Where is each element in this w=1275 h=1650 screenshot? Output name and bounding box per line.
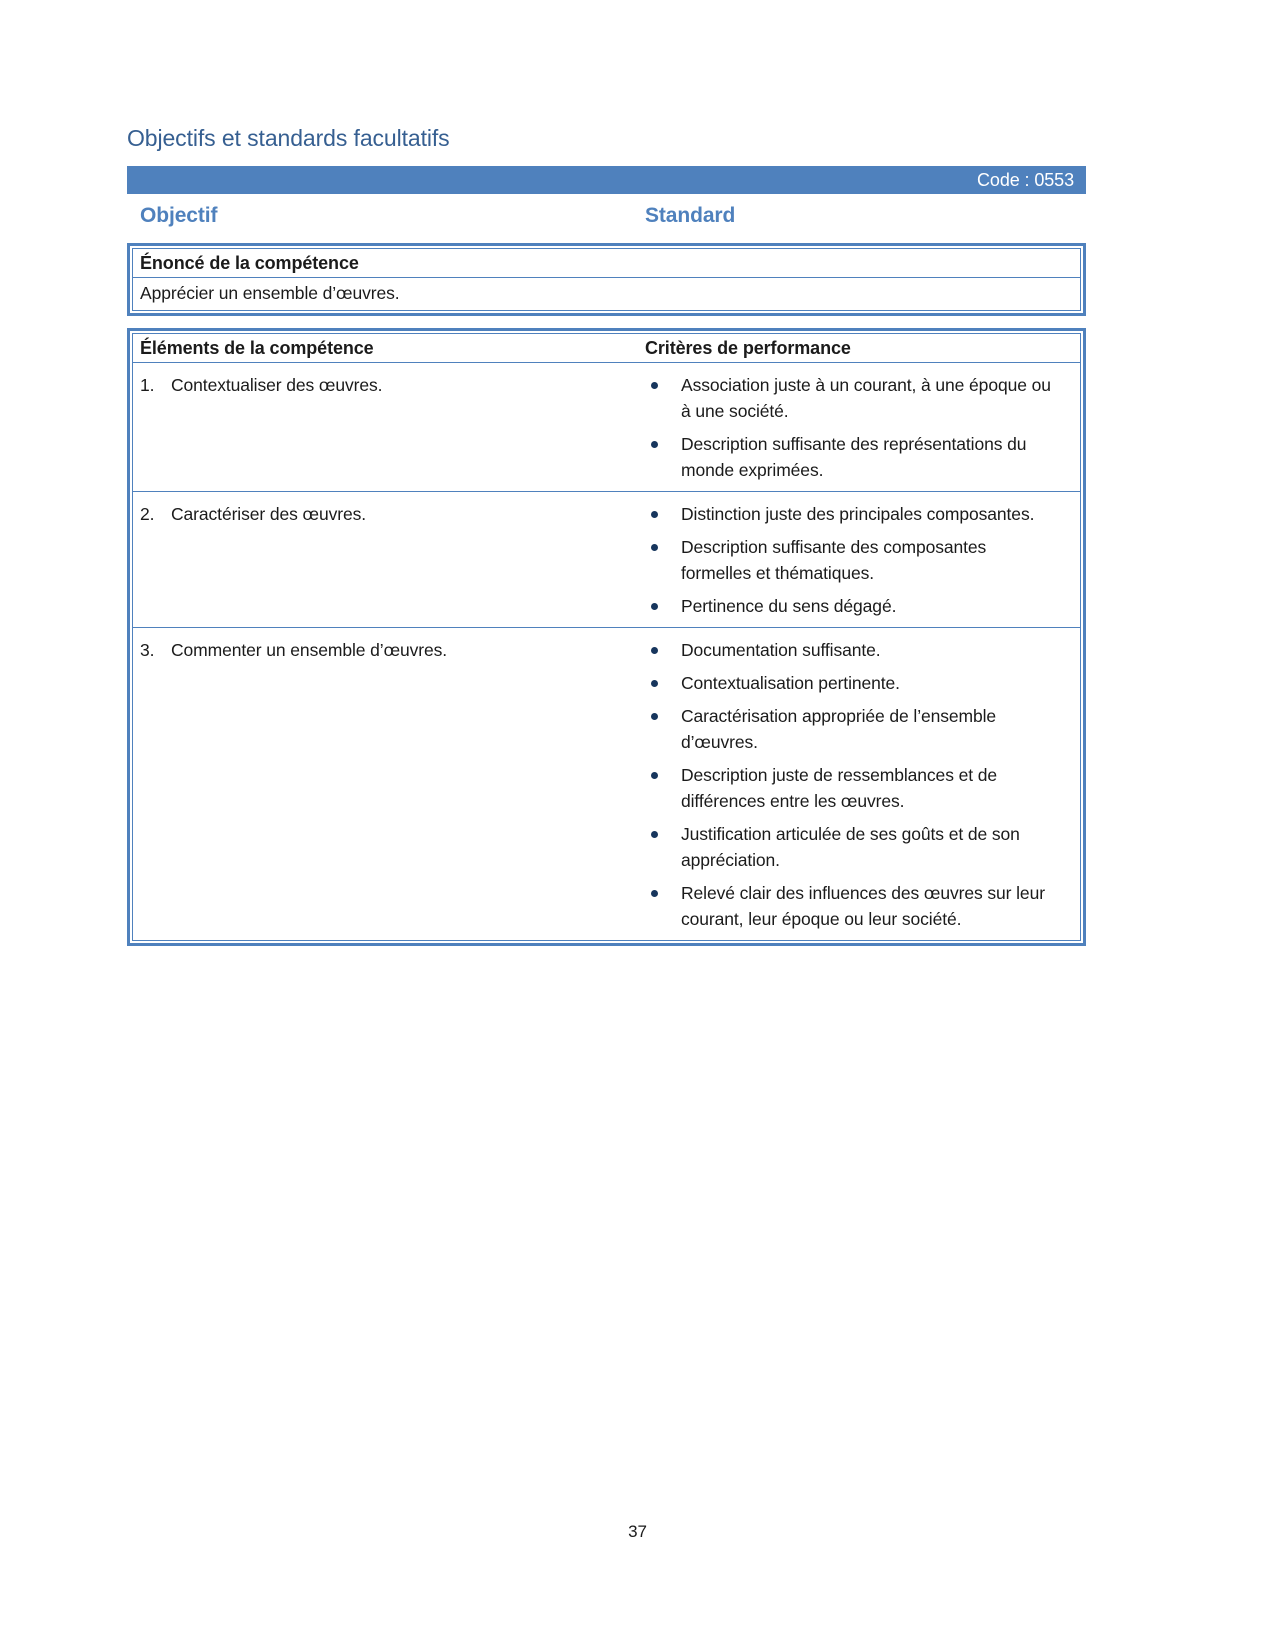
criteria-item: Distinction juste des principales composantes. xyxy=(645,501,1062,527)
criteria-item: Description suffisante des représentations du monde exprimées. xyxy=(645,431,1062,483)
criteria-item: Description suffisante des composantes formelles et thématiques. xyxy=(645,534,1062,586)
criteria-list xyxy=(645,363,1080,491)
bullet-icon xyxy=(651,831,658,838)
bullet-icon xyxy=(651,544,658,551)
bullet-icon xyxy=(651,647,658,654)
table-row xyxy=(133,491,1080,627)
criteria-item: Contextualisation pertinente. xyxy=(645,670,1062,696)
bullet-icon xyxy=(651,511,658,518)
enonce-statement: Apprécier un ensemble d’œuvres. xyxy=(140,283,400,303)
criteria-item: Association juste à un courant, à une époque ou à une société. xyxy=(645,372,1062,424)
element-cell xyxy=(133,628,645,940)
column-header-objectif: Objectif xyxy=(140,204,218,227)
element-number: 2. xyxy=(140,504,155,524)
enonce-header: Énoncé de la compétence xyxy=(133,249,1080,278)
criteres-header: Critères de performance xyxy=(645,338,851,358)
column-headers xyxy=(127,201,1086,231)
bullet-icon xyxy=(651,772,658,779)
criteria-item: Documentation suffisante. xyxy=(645,637,1062,663)
element-cell xyxy=(133,363,645,491)
element-label: Caractériser des œuvres. xyxy=(171,504,367,524)
table-row xyxy=(133,363,1080,491)
element-label: Commenter un ensemble d’œuvres. xyxy=(171,640,448,660)
criteria-item: Relevé clair des influences des œuvres sur leur courant, leur époque ou leur société. xyxy=(645,880,1062,932)
bullet-icon xyxy=(651,603,658,610)
code-bar xyxy=(127,166,1086,194)
page-content xyxy=(127,0,1086,946)
criteria-list xyxy=(645,628,1080,940)
bullet-icon xyxy=(651,890,658,897)
bullet-icon xyxy=(651,680,658,687)
page-number: 37 xyxy=(628,1522,647,1541)
code-badge: Code : 0553 xyxy=(977,170,1074,190)
criteria-item: Description juste de ressemblances et de différences entre les œuvres. xyxy=(645,762,1062,814)
element-number: 3. xyxy=(140,640,155,660)
page-title: Objectifs et standards facultatifs xyxy=(127,125,450,151)
enonce-box xyxy=(127,243,1086,316)
table-header-row xyxy=(133,334,1080,363)
column-header-standard: Standard xyxy=(645,204,736,227)
criteria-item: Pertinence du sens dégagé. xyxy=(645,593,1062,619)
element-cell xyxy=(133,492,645,627)
element-number: 1. xyxy=(140,375,155,395)
competence-table xyxy=(127,328,1086,946)
table-row xyxy=(133,627,1080,940)
criteria-list xyxy=(645,492,1080,627)
elements-header: Éléments de la compétence xyxy=(140,338,374,358)
bullet-icon xyxy=(651,713,658,720)
element-label: Contextualiser des œuvres. xyxy=(171,375,383,395)
criteria-item: Caractérisation appropriée de l’ensemble d’œuvres. xyxy=(645,703,1062,755)
criteria-item: Justification articulée de ses goûts et de son appréciation. xyxy=(645,821,1062,873)
bullet-icon xyxy=(651,441,658,448)
bullet-icon xyxy=(651,382,658,389)
